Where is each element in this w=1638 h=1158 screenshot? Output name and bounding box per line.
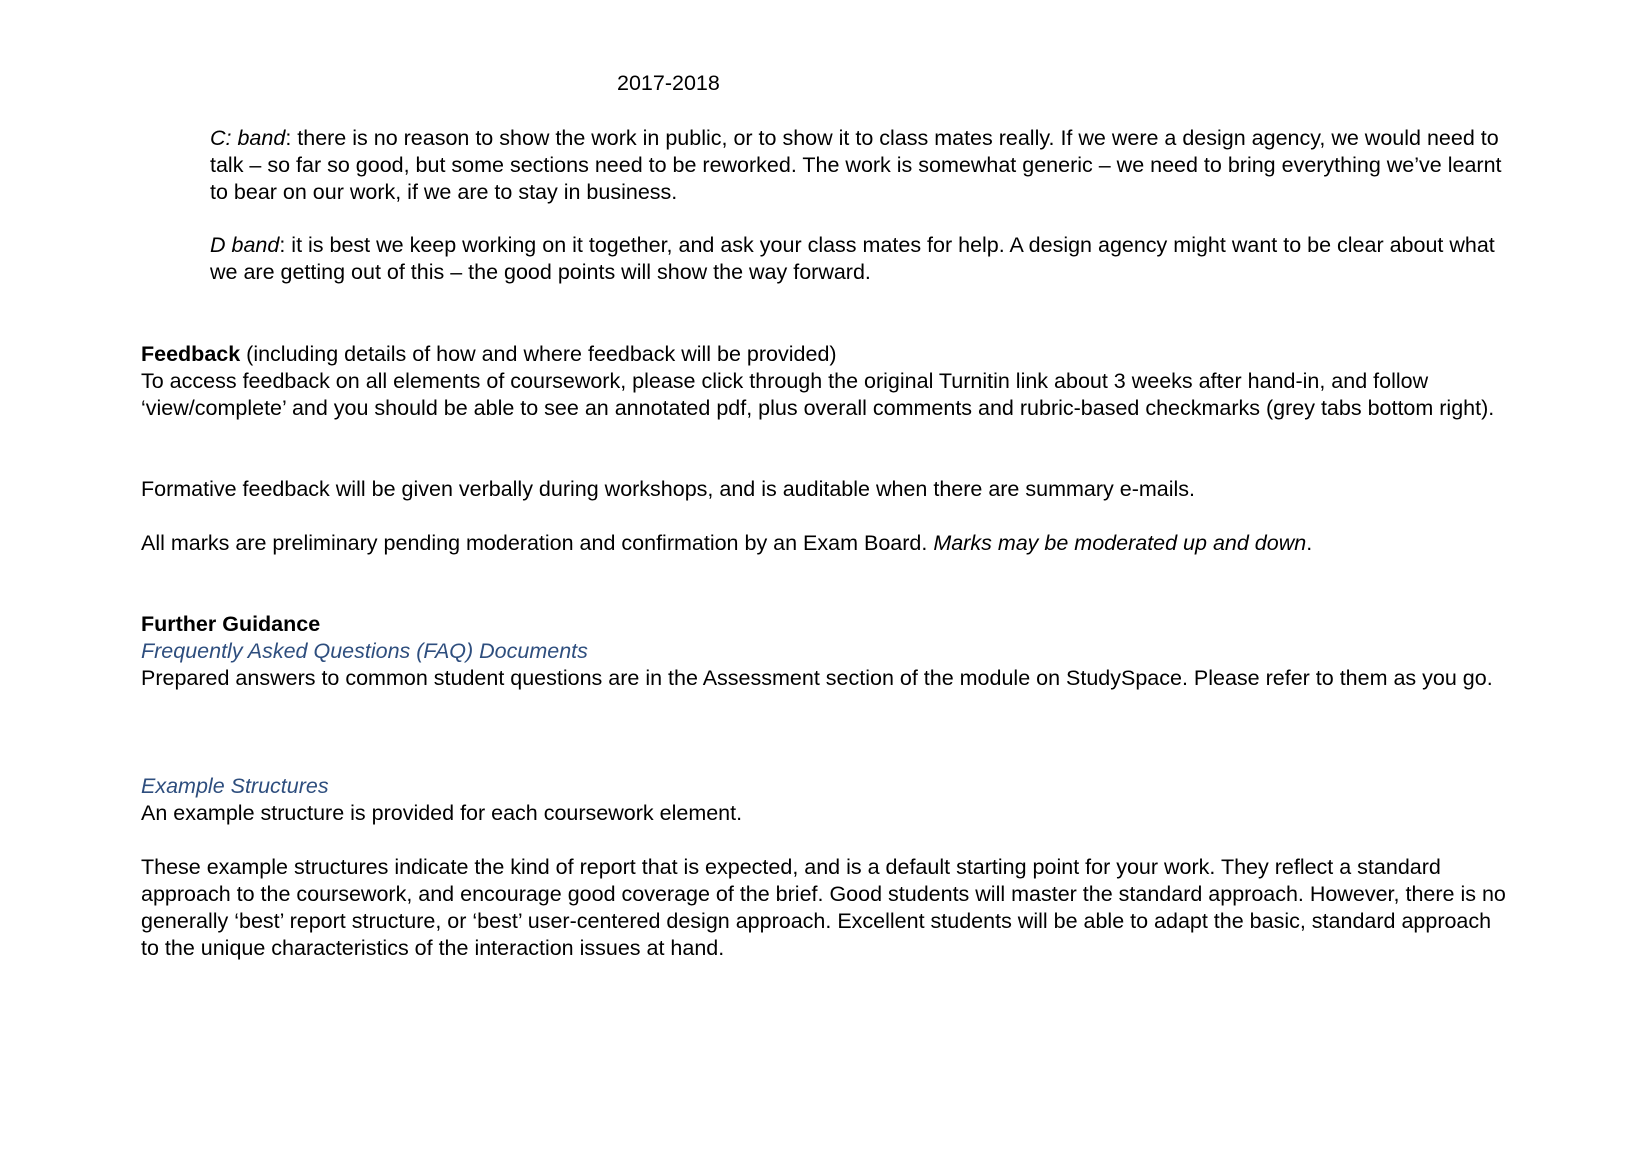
example-structures-body: These example structures indicate the kind of report that is expected, and is a default starting point for your work. They reflect a standard approach to the coursework, and encourage good coverage of the brief. Good students will master the standard approach. However, there is no generally ‘best’ report structure, or ‘best’ user-centered design approach. Excellent students will be able to adapt the basic, standard approach to the unique characteristics of the interaction issues at hand. xyxy=(141,855,1506,960)
faq-heading: Frequently Asked Questions (FAQ) Documents xyxy=(141,639,588,663)
band-d-label: D band xyxy=(210,233,280,257)
band-c-paragraph xyxy=(210,125,1510,206)
marks-end: . xyxy=(1306,531,1313,555)
feedback-title: Feedback xyxy=(141,342,241,366)
feedback-body: To access feedback on all elements of coursework, please click through the original Turnitin link about 3 weeks after hand-in, and follow ‘view/complete’ and you should be able to see an annotated pdf, plus overall comments and rubric-based checkmarks (grey tabs bottom right). xyxy=(141,369,1495,420)
feedback-heading xyxy=(141,341,1511,368)
band-c-text: : there is no reason to show the work in public, or to show it to class mates really. If we were a design agency, we would need to talk – so far so good, but some sections need to be reworked. The work is somewhat generic – we need to bring everything we’ve learnt to bear on our work, if we are to stay in business. xyxy=(210,126,1502,204)
marks-emphasis: Marks may be moderated up and down xyxy=(933,531,1307,555)
band-d-paragraph xyxy=(210,232,1510,286)
example-structures-intro: An example structure is provided for each coursework element. xyxy=(141,801,743,825)
feedback-heading-note: (including details of how and where feedback will be provided) xyxy=(240,342,837,366)
academic-year: 2017-2018 xyxy=(617,71,720,95)
marks-statement xyxy=(141,530,1511,557)
example-structures-heading: Example Structures xyxy=(141,774,329,798)
further-guidance-heading: Further Guidance xyxy=(141,612,321,636)
band-c-label: C: band xyxy=(210,126,286,150)
formative-feedback: Formative feedback will be given verbally during workshops, and is auditable when there are summary e-mails. xyxy=(141,477,1195,501)
marks-text: All marks are preliminary pending moderation and confirmation by an Exam Board. xyxy=(141,531,934,555)
faq-body: Prepared answers to common student questions are in the Assessment section of the module on StudySpace. Please refer to them as you go. xyxy=(141,666,1493,690)
band-d-text: : it is best we keep working on it together, and ask your class mates for help. A design agency might want to be clear about what we are getting out of this – the good points will show the way forward. xyxy=(210,233,1495,284)
